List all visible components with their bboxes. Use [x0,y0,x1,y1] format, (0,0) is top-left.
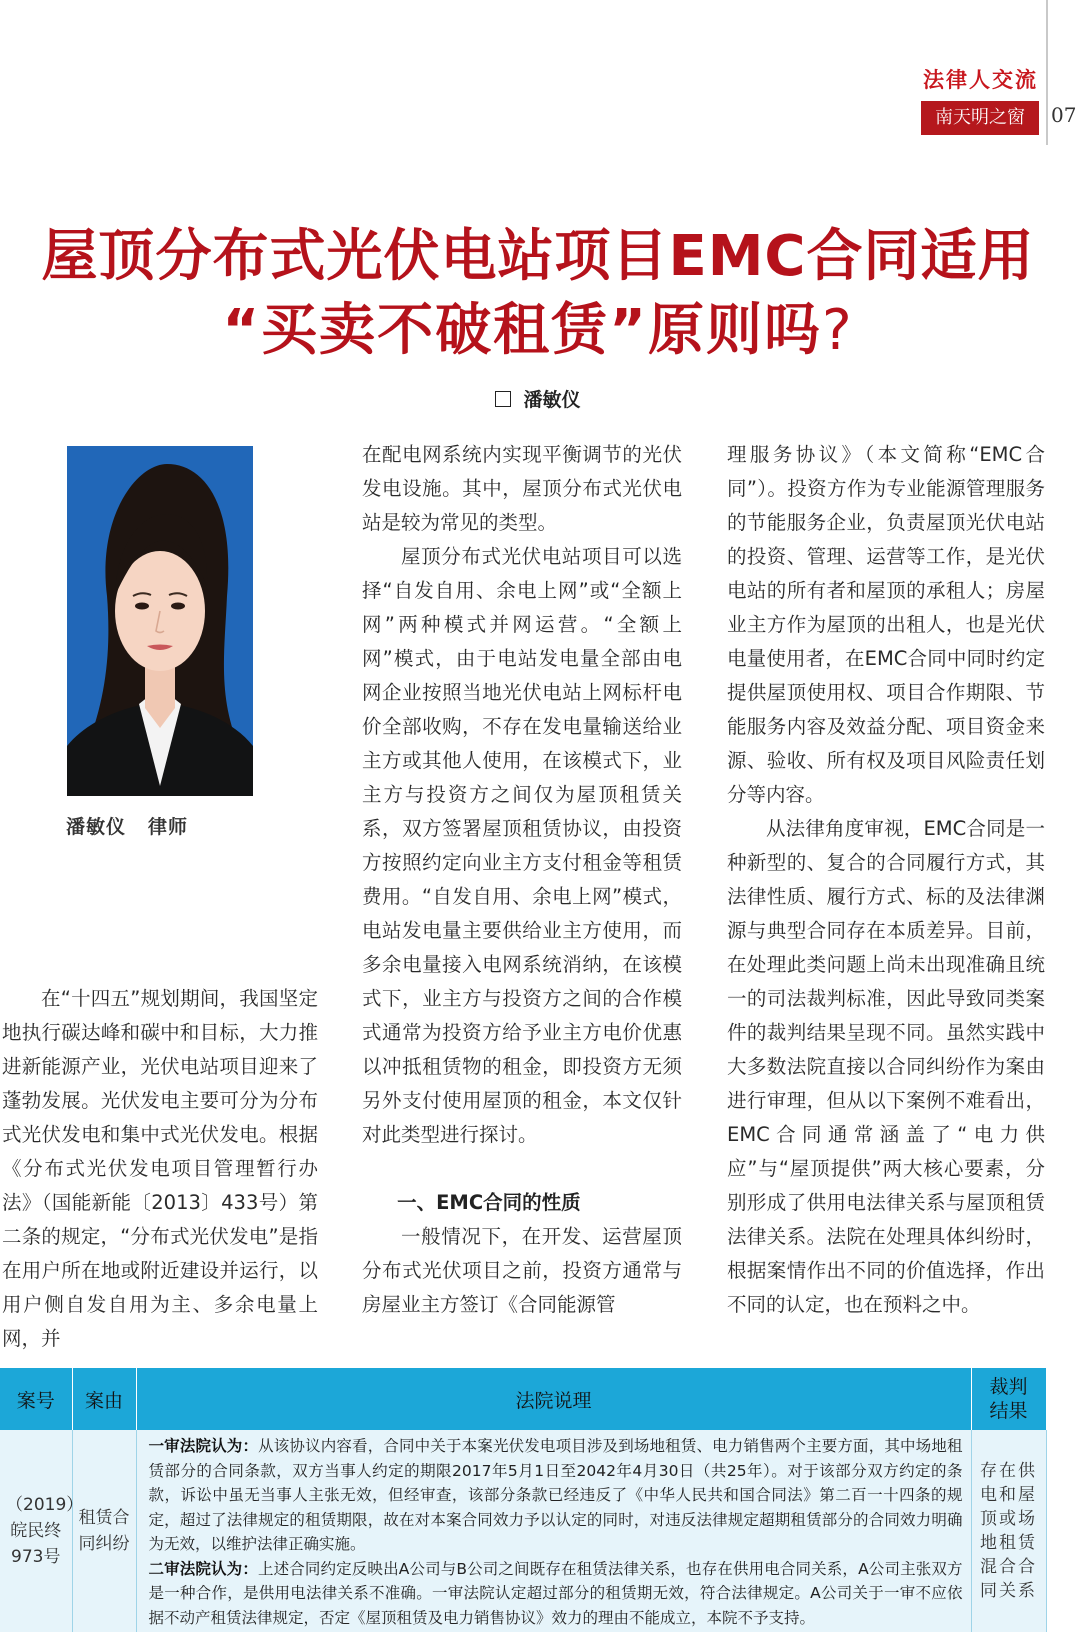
cell-result: 存在供电和屋顶或场地租赁混合合同关系 [971,1430,1046,1632]
author-name: 潘敏仪 [523,389,581,411]
caption-name: 潘敏仪 [66,816,127,838]
byline [0,385,1076,412]
first-instance-label: 一审法院认为： [148,1437,259,1455]
author-photo [67,446,253,796]
paragraph: 从法律角度审视，EMC合同是一种新型的、复合的合同履行方式，其法律性质、履行方式、标的及法律渊源与典型合同存在本质差异。目前，在处理此类问题上尚未出现准确且统一的司法裁判标准，因此导致同类案件的裁判结果呈现不同。虽然实践中大多数法院直接以合同纠纷作为案由进行审理，但从以下案例不难看出，EMC合同通常涵盖了“电力供应”与“屋顶提供”两大核心要素，分别形成了供用电法律关系与屋顶租赁法律关系。法院在处理具体纠纷时，根据案情作出不同的价值选择，作出不同的认定，也在预料之中。 [727,817,1045,1316]
header-result [971,1368,1046,1430]
caption-role: 律师 [148,816,189,838]
table-header-row [0,1368,1046,1430]
header-result-line-1: 裁判 [989,1376,1028,1398]
header-case-no: 案号 [0,1368,72,1430]
section-badge: 南天明之窗 [921,101,1039,135]
second-instance-label: 二审法院认为： [148,1559,258,1578]
header-result-line-2: 结果 [989,1400,1028,1422]
paragraph: 在配电网系统内实现平衡调节的光伏发电设施。其中，屋顶分布式光伏电站是较为常见的类型。 [362,443,682,534]
article-title-line-1: 屋顶分布式光伏电站项目EMC合同适用 [41,224,1035,289]
table-row [0,1430,1046,1632]
text-column-2 [362,438,682,1322]
section-heading: 一、EMC合同的性质 [397,1191,581,1214]
paragraph: 在“十四五”规划期间，我国坚定地执行碳达峰和碳中和目标，大力推进新能源产业，光伏电站项目迎来了蓬勃发展。光伏发电主要可分为分布式光伏发电和集中式光伏发电。根据《分布式光伏发电项目管理暂行办法》（国能新能〔2013〕433号）第二条的规定，“分布式光伏发电”是指在用户所在地或附近建设并运行，以用户侧自发自用为主、多余电量上网，并 [2,987,318,1350]
page-edge-line [1046,0,1048,145]
paragraph: 理服务协议》（本文简称“EMC合同”）。投资方作为专业能源管理服务的节能服务企业，负责屋顶光伏电站的投资、管理、运营等工作，是光伏电站的所有者和屋顶的承租人；房屋业主方作为屋顶的出租人，也是光伏电量使用者，在EMC合同中同时约定提供屋顶使用权、项目合作期限、节能服务内容及效益分配、项目资金来源、验收、所有权及项目风险责任划分等内容。 [727,443,1045,806]
header-reasoning: 法院说理 [136,1368,971,1430]
text-column-1 [2,982,318,1356]
title-question-mark: ? [821,298,854,363]
page-number: 07 [1051,103,1076,127]
article-title-line-2 [0,286,1076,366]
first-instance-text: 从该协议内容看，合同中关于本案光伏发电项目涉及到场地租赁、电力销售两个主要方面，其中场地租赁部分的合同条款，双方当事人约定的期限2017年5月1日至2042年4月30日（共25年）。对于该部分双方约定的条款，诉讼中虽无当事人主张无效，但经审查，该部分条款已经违反了《中华人民共和国合同法》第二百一十四条的规定，超过了法律规定的租赁期限，故在对本案合同效力予以认定的同时，对违反法律规定超期租赁部分的合同效力明确为无效，以维护法律正确实施。 [148,1437,963,1553]
cell-reasoning [136,1430,971,1632]
photo-caption [66,812,210,839]
cell-cause: 租赁合同纠纷 [72,1430,136,1632]
header-cause: 案由 [72,1368,136,1430]
cell-case-no: （2019）皖民终973号 [0,1430,72,1632]
case-table [0,1368,1047,1632]
portrait-illustration [67,446,253,796]
second-instance-text: 上述合同约定反映出A公司与B公司之间既存在租赁法律关系，也存在供用电合同关系，A公司主张双方是一种合作，是供用电法律关系不准确。一审法院认定超过部分的租赁期无效，符合法律规定。A公司关于一审不应依据不动产租赁法律规定，否定《屋顶租赁及电力销售协议》效力的理由不能成立，本院不予支持。 [148,1559,963,1627]
paragraph: 一般情况下，在开发、运营屋顶分布式光伏项目之前，投资方通常与房屋业主方签订《合同能源管 [362,1225,682,1316]
article-title-line-2-main: “买卖不破租赁”原则吗 [222,298,822,363]
text-column-3 [727,438,1045,1322]
paragraph: 屋顶分布式光伏电站项目可以选择“自发自用、余电上网”或“全额上网”两种模式并网运营。“全额上网”模式，由于电站发电量全部由电网企业按照当地光伏电站上网标杆电价全部收购，不存在发电量输送给业主方或其他人使用，在该模式下，业主方与投资方之间仅为屋顶租赁关系，双方签署屋顶租赁协议，由投资方按照约定向业主方支付租金等租赁费用。“自发自用、余电上网”模式，电站发电量主要供给业主方使用，而多余电量接入电网系统消纳，在该模式下，业主方与投资方之间的合作模式通常为投资方给予业主方电价优惠以冲抵租赁物的租金，即投资方无须另外支付使用屋顶的租金，本文仅针对此类型进行探讨。 [362,545,682,1146]
square-box-icon [495,391,511,407]
column-name: 法律人交流 [923,68,1038,92]
